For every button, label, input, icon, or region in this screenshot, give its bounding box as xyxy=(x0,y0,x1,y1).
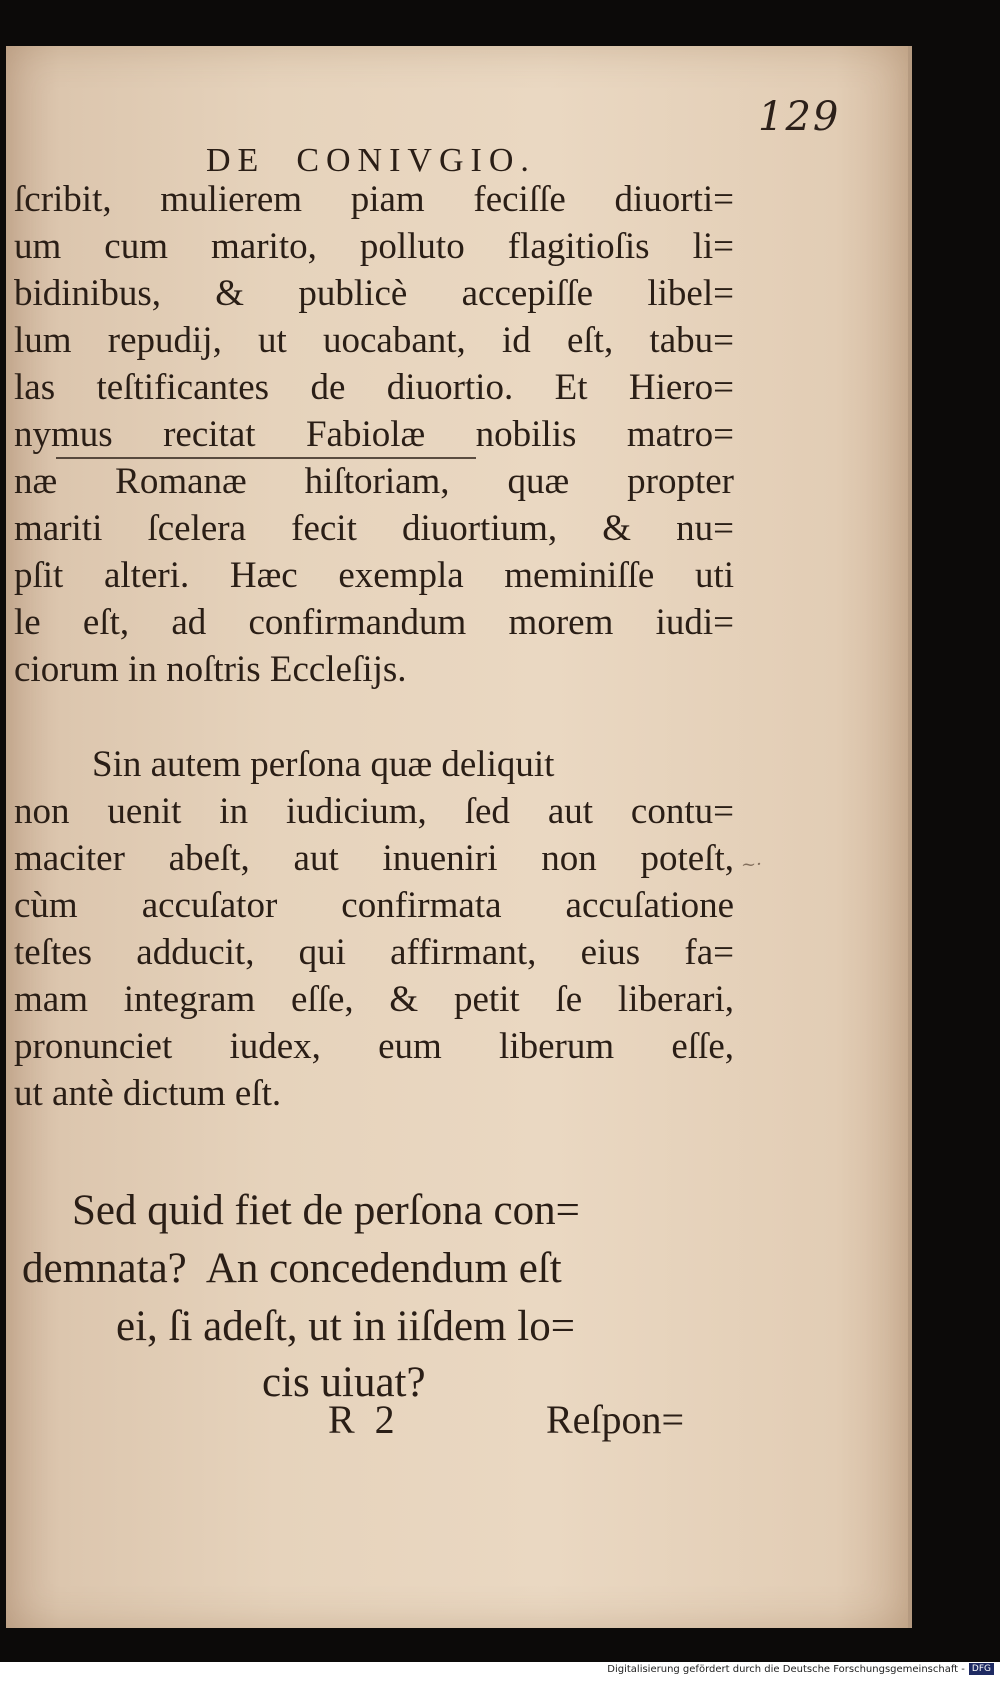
question-line: cis uiuat? xyxy=(262,1359,426,1406)
digitization-credit xyxy=(595,1652,994,1686)
text-line: teſtes adducit, qui affirmant, eius fa= xyxy=(14,932,734,973)
handwritten-underline xyxy=(56,457,476,459)
text-line: ſcribit, mulierem piam feciſſe diuorti= xyxy=(14,179,734,220)
text-line: næ Romanæ hiſtoriam, quæ propter xyxy=(14,461,734,502)
text-line: Sin autem perſona quæ deliquit xyxy=(92,744,555,785)
text-line: mam integram eſſe, & petit ſe liberari, xyxy=(14,979,734,1020)
text-line: pronunciet iudex, eum liberum eſſe, xyxy=(14,1026,734,1067)
question-line: demnata? An concedendum eſt xyxy=(22,1245,562,1292)
text-line: maciter abeſt, aut inueniri non poteſt, xyxy=(14,838,734,879)
question-line: ei, ſi adeſt, ut in iiſdem lo= xyxy=(116,1303,575,1350)
text-line: las teſtificantes de diuortio. Et Hiero= xyxy=(14,367,734,408)
margin-annotation-mark: ~· xyxy=(741,854,762,875)
text-line: lum repudij, ut uocabant, id eſt, tabu= xyxy=(14,320,734,361)
text-line: cùm accuſator confirmata accuſatione xyxy=(14,885,734,926)
text-line: ciorum in noſtris Eccleſijs. xyxy=(14,649,407,690)
catchword: Reſpon= xyxy=(546,1397,685,1442)
text-line: nymus recitat Fabiolæ nobilis matro= xyxy=(14,414,734,455)
book-page xyxy=(6,46,912,1628)
credit-text: Digitalisierung gefördert durch die Deutsche Forschungsgemeinschaft - xyxy=(607,1664,965,1675)
text-line: non uenit in iudicium, ſed aut contu= xyxy=(14,791,734,832)
running-head: DE CONIVGIO. xyxy=(206,142,536,179)
signature-mark: R 2 xyxy=(328,1397,395,1442)
paragraph-1 xyxy=(14,176,734,693)
paragraph-2 xyxy=(14,741,734,1117)
text-line: pſit alteri. Hæc exempla meminiſſe uti xyxy=(14,555,734,596)
page-number: 129 xyxy=(758,94,841,140)
dfg-logo: DFG xyxy=(969,1663,994,1675)
text-line: um cum marito, polluto flagitioſis li= xyxy=(14,226,734,267)
text-line: ut antè dictum eſt. xyxy=(14,1073,282,1114)
text-line: le eſt, ad confirmandum morem iudi= xyxy=(14,602,734,643)
text-line: bidinibus, & publicè accepiſſe libel= xyxy=(14,273,734,314)
question-line: Sed quid fiet de perſona con= xyxy=(72,1187,580,1234)
text-line: mariti ſcelera fecit diuortium, & nu= xyxy=(14,508,734,549)
